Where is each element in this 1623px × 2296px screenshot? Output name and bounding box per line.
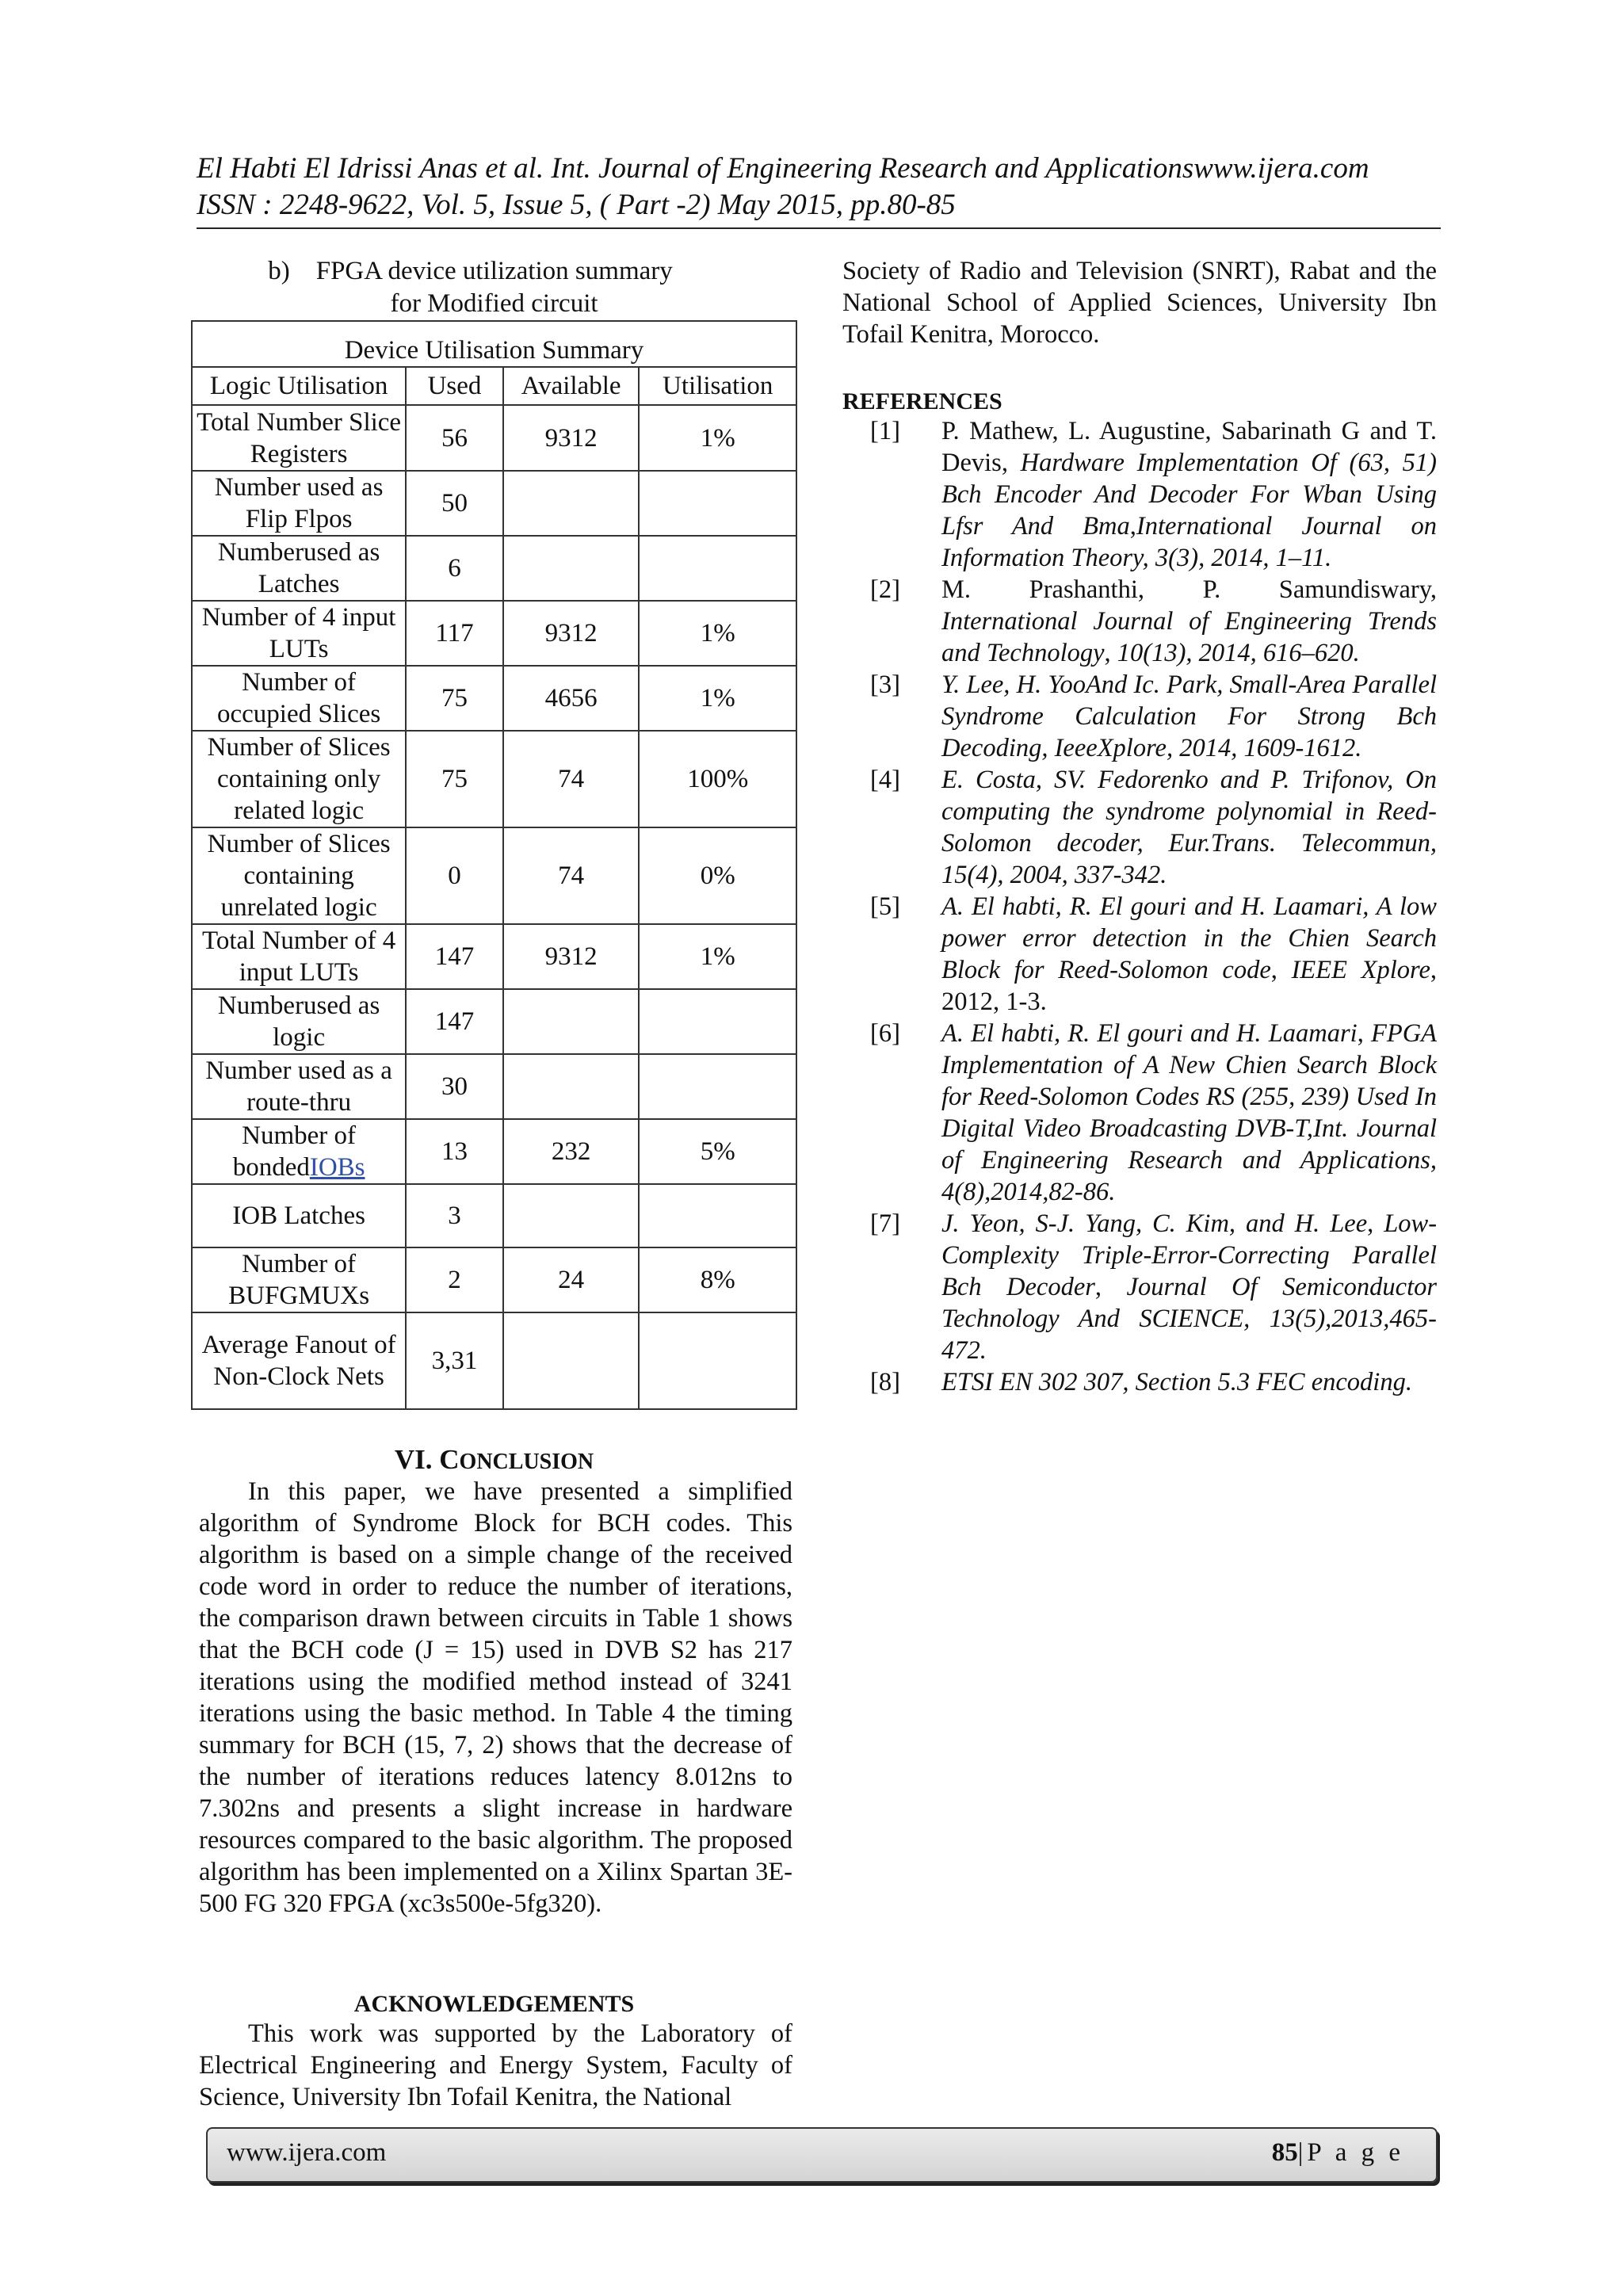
row-used: 75 bbox=[406, 666, 503, 731]
row-utilisation bbox=[639, 536, 796, 601]
reference-title: International Journal of Engineering Trends and Technology bbox=[941, 607, 1437, 667]
table-caption bbox=[191, 255, 797, 320]
row-utilisation bbox=[639, 1312, 796, 1409]
row-used: 0 bbox=[406, 827, 503, 924]
reference-number: [4] bbox=[870, 766, 900, 794]
row-used: 117 bbox=[406, 601, 503, 666]
reference-item bbox=[842, 1018, 1437, 1208]
references-heading: REFERENCES bbox=[842, 388, 1002, 415]
row-used: 30 bbox=[406, 1054, 503, 1119]
table-row bbox=[192, 731, 796, 827]
row-label: Total Number of 4 input LUTs bbox=[192, 924, 406, 989]
reference-source: 10(13), 2014, 616–620. bbox=[1117, 639, 1360, 667]
table-header: Used bbox=[406, 367, 503, 405]
reference-number: [5] bbox=[870, 892, 900, 921]
reference-title: Hardware Implementation Of (63, 51) Bch Encoder And Decoder For Wban Using Lfsr And Bma bbox=[941, 449, 1437, 541]
row-utilisation: 0% bbox=[639, 827, 796, 924]
row-available bbox=[503, 471, 640, 536]
row-utilisation bbox=[639, 989, 796, 1054]
row-label: Number of BUFGMUXs bbox=[192, 1247, 406, 1312]
reference-title: Low-Complexity Triple-Error-Correcting Parallel Bch Decoder bbox=[941, 1209, 1438, 1301]
row-used: 13 bbox=[406, 1119, 503, 1184]
page-footer bbox=[206, 2127, 1438, 2183]
conclusion-heading bbox=[191, 1444, 797, 1476]
row-label: Numberused as Latches bbox=[192, 536, 406, 601]
row-label: Number of Slices containing unrelated logic bbox=[192, 827, 406, 924]
row-available bbox=[503, 1054, 640, 1119]
reference-title: E. Costa, SV. Fedorenko and P. Trifonov, On computing the syndrome polynomial in Reed-Solomon decoder, Eur.Trans. Telecommun, 15(4), 2004, 337-342. bbox=[941, 766, 1437, 889]
row-label: Number used as a route-thru bbox=[192, 1054, 406, 1119]
row-utilisation bbox=[639, 1054, 796, 1119]
table-row bbox=[192, 1119, 796, 1184]
table-row bbox=[192, 989, 796, 1054]
table-row bbox=[192, 1312, 796, 1409]
row-utilisation: 1% bbox=[639, 601, 796, 666]
reference-sep: , bbox=[1357, 1019, 1371, 1048]
row-label: Number used as Flip Flpos bbox=[192, 471, 406, 536]
table-title: Device Utilisation Summary bbox=[192, 321, 796, 367]
table-header: Available bbox=[503, 367, 640, 405]
row-available bbox=[503, 536, 640, 601]
row-used: 3 bbox=[406, 1184, 503, 1247]
reference-item bbox=[842, 669, 1437, 764]
reference-authors: A. El habti, R. El gouri and H. Laamari bbox=[941, 1019, 1358, 1048]
row-label: Number of Slices containing only related logic bbox=[192, 731, 406, 827]
table-row bbox=[192, 827, 796, 924]
row-available bbox=[503, 989, 640, 1054]
row-used: 6 bbox=[406, 536, 503, 601]
row-available: 9312 bbox=[503, 405, 640, 471]
table-row bbox=[192, 666, 796, 731]
table-row bbox=[192, 924, 796, 989]
row-available bbox=[503, 1312, 640, 1409]
page-number: 85 bbox=[1271, 2138, 1298, 2167]
table-row bbox=[192, 1054, 796, 1119]
reference-sep: , bbox=[1104, 639, 1117, 667]
table-row bbox=[192, 1184, 796, 1247]
reference-source: Journal Of Semiconductor Technology And SCIENCE, 13(5),2013,465-472. bbox=[941, 1273, 1438, 1365]
row-utilisation bbox=[639, 471, 796, 536]
reference-source: International Journal on Information Theory, 3(3), 2014, 1–11. bbox=[941, 512, 1437, 572]
reference-source: IEEE Xplore bbox=[1291, 956, 1430, 984]
reference-sep-2: , bbox=[1094, 1273, 1127, 1301]
acknowledgements-text bbox=[191, 2018, 797, 2113]
row-used: 147 bbox=[406, 924, 503, 989]
iobs-link[interactable]: IOBs bbox=[309, 1153, 365, 1182]
reference-item bbox=[842, 764, 1437, 891]
reference-number: [2] bbox=[870, 575, 900, 604]
row-label: Total Number Slice Registers bbox=[192, 405, 406, 471]
references-section bbox=[842, 388, 1444, 1398]
conclusion-heading-rest: ONCLUSION bbox=[459, 1450, 594, 1474]
running-header bbox=[197, 151, 1441, 223]
reference-text: M. Prashanthi, P. Samundiswary, bbox=[941, 575, 1444, 604]
reference-title: A. El habti, R. El gouri and H. Laamari, A low power error detection in the Chien Search Block for Reed-Solomon code bbox=[941, 892, 1437, 984]
row-available: 9312 bbox=[503, 601, 640, 666]
reference-number: [1] bbox=[870, 417, 900, 445]
row-used: 3,31 bbox=[406, 1312, 503, 1409]
header-rule bbox=[197, 227, 1441, 229]
reference-title: FPGA Implementation of A New Chien Search Block for Reed-Solomon Codes RS (255, 239) Used In Digital Video Broadcasting DVB-T,Int. Journal of Engineering Research and Applications, 4(8),2014,82-86. bbox=[941, 1019, 1438, 1206]
row-label bbox=[192, 1119, 406, 1184]
row-available: 24 bbox=[503, 1247, 640, 1312]
row-available: 74 bbox=[503, 731, 640, 827]
table-row bbox=[192, 536, 796, 601]
acknowledgements-continued-text: Society of Radio and Television (SNRT), Rabat and the National School of Applied Sciences, University Ibn Tofail Kenitra, Morocco. bbox=[842, 257, 1437, 349]
row-available: 9312 bbox=[503, 924, 640, 989]
row-used: 56 bbox=[406, 405, 503, 471]
row-utilisation: 1% bbox=[639, 405, 796, 471]
table-row bbox=[192, 471, 796, 536]
reference-item bbox=[842, 1366, 1437, 1398]
acknowledgements-heading: ACKNOWLEDGEMENTS bbox=[353, 1991, 635, 2017]
device-utilisation-table bbox=[191, 320, 797, 1410]
reference-authors: J. Yeon, S-J. Yang, C. Kim, and H. Lee bbox=[941, 1209, 1368, 1238]
row-available: 74 bbox=[503, 827, 640, 924]
row-used: 2 bbox=[406, 1247, 503, 1312]
conclusion-body: In this paper, we have presented a simplified algorithm of Syndrome Block for BCH codes. This algorithm is based on a simple change of the received code word in order to reduce the number of iterations, the comparison drawn between circuits in Table 1 shows that the BCH code (J = 15) used in DVB S2 has 217 iterations using the modified method instead of 3241 iterations using the basic method. In Table 4 the timing summary for BCH (15, 7, 2) shows that the decrease of the number of iterations reduces latency 8.012ns to 7.302ns and presents a slight increase in hardware resources compared to the basic algorithm. The proposed algorithm has been implemented on a Xilinx Spartan 3E-500 FG 320 FPGA (xc3s500e-5fg320). bbox=[199, 1477, 792, 1918]
row-available: 4656 bbox=[503, 666, 640, 731]
row-utilisation: 1% bbox=[639, 924, 796, 989]
row-label: Numberused as logic bbox=[192, 989, 406, 1054]
table-caption-line-1: b) FPGA device utilization summary bbox=[268, 257, 673, 285]
reference-item bbox=[842, 1208, 1437, 1366]
table-row bbox=[192, 1247, 796, 1312]
conclusion-heading-num: VI. C bbox=[394, 1444, 460, 1475]
reference-number: [7] bbox=[870, 1209, 900, 1238]
reference-item bbox=[842, 415, 1437, 574]
conclusion-text bbox=[191, 1476, 797, 1920]
acknowledgements-section bbox=[191, 1991, 797, 2113]
reference-item bbox=[842, 891, 1437, 1018]
row-utilisation: 8% bbox=[639, 1247, 796, 1312]
reference-sep: , bbox=[1270, 956, 1292, 984]
table-header: Utilisation bbox=[639, 367, 796, 405]
footer-page-number bbox=[1272, 2138, 1404, 2168]
conclusion-section bbox=[191, 1444, 797, 1920]
acknowledgements-body: This work was supported by the Laboratory of Electrical Engineering and Energy System, Faculty of Science, University Ibn Tofail Kenitra, the National bbox=[199, 2019, 792, 2111]
row-label: Number of occupied Slices bbox=[192, 666, 406, 731]
row-utilisation: 100% bbox=[639, 731, 796, 827]
row-available: 232 bbox=[503, 1119, 640, 1184]
header-line-1: El Habti El Idrissi Anas et al. Int. Journal of Engineering Research and Applicationswww.ijera.com bbox=[197, 152, 1369, 185]
reference-year: , 2012, 1-3. bbox=[941, 956, 1437, 1016]
reference-number: [6] bbox=[870, 1019, 900, 1048]
header-line-2: ISSN : 2248-9622, Vol. 5, Issue 5, ( Part -2) May 2015, pp.80-85 bbox=[197, 189, 956, 221]
row-utilisation: 1% bbox=[639, 666, 796, 731]
row-label-prefix: Number of bonded bbox=[232, 1121, 357, 1182]
reference-title: Y. Lee, H. YooAnd Ic. Park, Small-Area Parallel Syndrome Calculation For Strong Bch Decoding, IeeeXplore, 2014, 1609-1612. bbox=[941, 670, 1437, 762]
footer-site-link[interactable]: www.ijera.com bbox=[227, 2138, 387, 2167]
row-used: 50 bbox=[406, 471, 503, 536]
row-label: IOB Latches bbox=[192, 1184, 406, 1247]
row-utilisation: 5% bbox=[639, 1119, 796, 1184]
page-label: |P a g e bbox=[1297, 2138, 1404, 2167]
row-label: Number of 4 input LUTs bbox=[192, 601, 406, 666]
reference-title: ETSI EN 302 307, Section 5.3 FEC encoding. bbox=[941, 1368, 1412, 1396]
table-header: Logic Utilisation bbox=[192, 367, 406, 405]
table-caption-line-2: for Modified circuit bbox=[390, 289, 598, 318]
row-label: Average Fanout of Non-Clock Nets bbox=[192, 1312, 406, 1409]
reference-text: P. Mathew, L. Augustine, Sabarinath G and T. Devis, bbox=[941, 417, 1437, 477]
reference-number: [8] bbox=[870, 1368, 900, 1396]
table-row bbox=[192, 601, 796, 666]
row-utilisation bbox=[639, 1184, 796, 1247]
reference-sep: , bbox=[1367, 1209, 1384, 1238]
reference-item bbox=[842, 574, 1444, 669]
row-used: 75 bbox=[406, 731, 503, 827]
table-row bbox=[192, 405, 796, 471]
row-used: 147 bbox=[406, 989, 503, 1054]
reference-number: [3] bbox=[870, 670, 900, 699]
reference-sep: , bbox=[1129, 512, 1136, 541]
row-available bbox=[503, 1184, 640, 1247]
acknowledgements-continued bbox=[842, 255, 1437, 350]
